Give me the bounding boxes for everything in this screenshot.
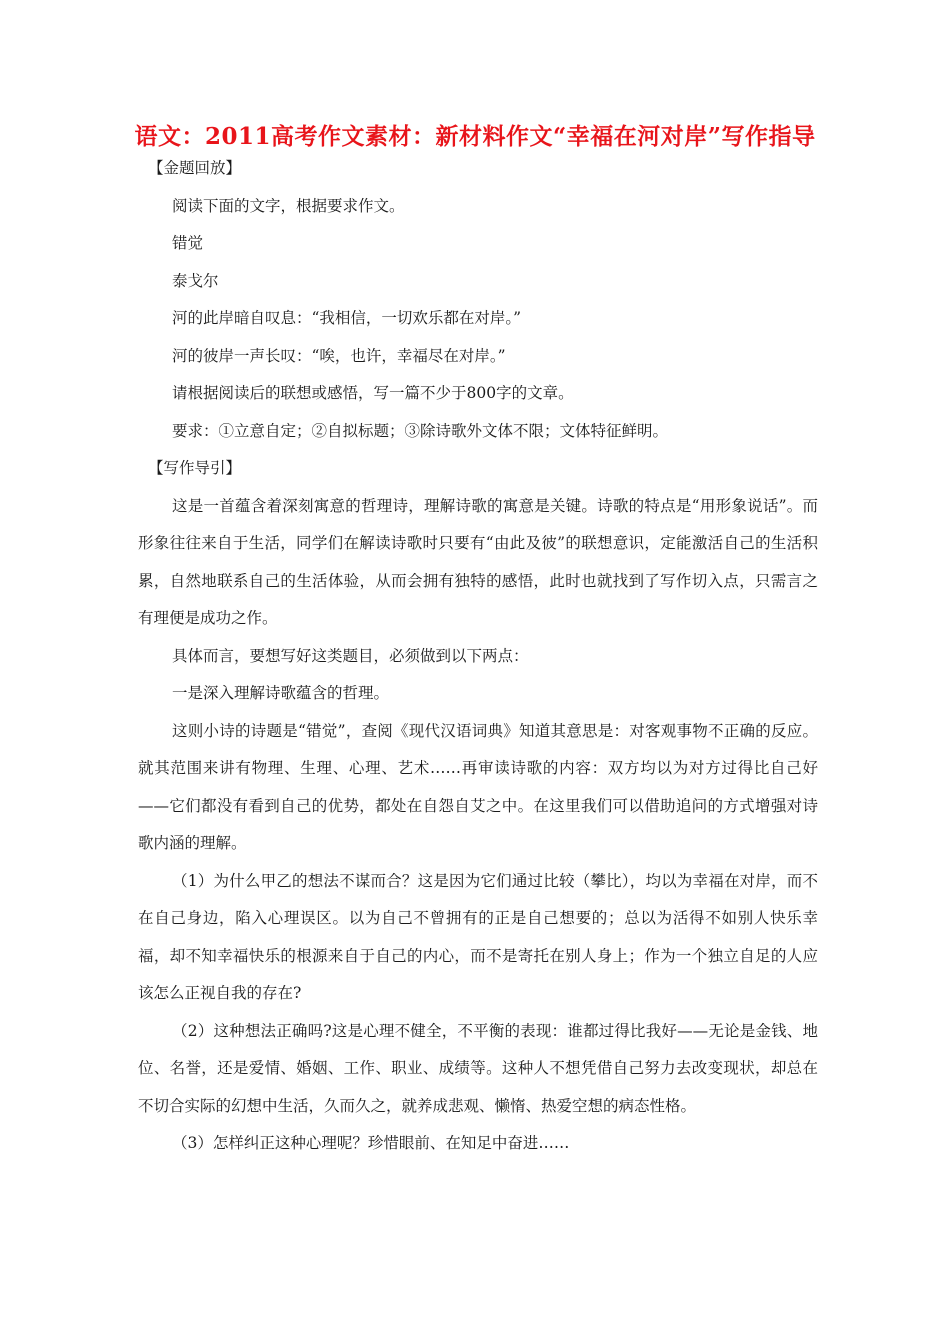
guide-paragraph-1: 这是一首蕴含着深刻寓意的哲理诗，理解诗歌的寓意是关键。诗歌的特点是“用形象说话”。而形象往往来自于生活，同学们在解读诗歌时只要有“由此及彼”的联想意识，定能激活自己的生活积累，自然地联系自己的生活体验，从而会拥有独特的感悟，此时也就找到了写作切入点，只需言之有理便是成功之作。 <box>138 496 818 627</box>
poem-author: 泰戈尔 <box>172 271 219 290</box>
poem-title: 错觉 <box>172 234 204 252</box>
guide-paragraph-4: 这则小诗的诗题是“错觉”，查阅《现代汉语词典》知道其意思是：对客观事物不正确的反应。就其范围来讲有物理、生理、心理、艺术……再审读诗歌的内容：双方均以为对方过得比自己好——它们都没有看到自己的优势，都处在自怨自艾之中。在这里我们可以借助追问的方式增强对诗歌内涵的理解。 <box>138 721 818 852</box>
guide-paragraph-5: （1）为什么甲乙的想法不谋而合？这是因为它们通过比较（攀比），均以为幸福在对岸，而不在自己身边，陷入心理误区。以为自己不曾拥有的正是自己想要的；总以为活得不如别人快乐幸福，却不知幸福快乐的根源来自于自己的内心，而不是寄托在别人身上；作为一个独立自足的人应该怎么正视自我的存在? <box>138 871 818 1002</box>
writing-prompt: 请根据阅读后的联想或感悟，写一篇不少于800字的文章。 <box>172 384 574 402</box>
poem-line-2: 河的彼岸一声长叹：“唉，也许，幸福尽在对岸。” <box>172 346 506 365</box>
section-heading-golden-questions: 【金题回放】 <box>148 159 242 177</box>
guide-paragraph-2: 具体而言，要想写好这类题目，必须做到以下两点： <box>172 646 529 665</box>
section-heading-writing-guide: 【写作导引】 <box>148 459 242 477</box>
writing-requirements: 要求：①立意自定；②自拟标题；③除诗歌外文体不限；文体特征鲜明。 <box>172 421 669 440</box>
guide-paragraph-7: （3）怎样纠正这种心理呢？珍惜眼前、在知足中奋进…… <box>172 1134 570 1152</box>
document-body <box>138 150 818 1163</box>
guide-paragraph-3: 一是深入理解诗歌蕴含的哲理。 <box>172 684 390 702</box>
poem-line-1: 河的此岸暗自叹息：“我相信，一切欢乐都在对岸。” <box>172 309 522 327</box>
guide-paragraph-6: （2）这种想法正确吗?这是心理不健全，不平衡的表现：谁都过得比我好——无论是金钱、地位、名誉，还是爱情、婚姻、工作、职业、成绩等。这种人不想凭借自己努力去改变现状，却总在不切合实际的幻想中生活，久而久之，就养成悲观、懒惰、热爱空想的病态性格。 <box>138 1021 818 1115</box>
document-title: 语文：2011高考作文素材：新材料作文“幸福在河对岸”写作指导 <box>134 123 816 150</box>
intro-paragraph: 阅读下面的文字，根据要求作文。 <box>172 196 405 215</box>
